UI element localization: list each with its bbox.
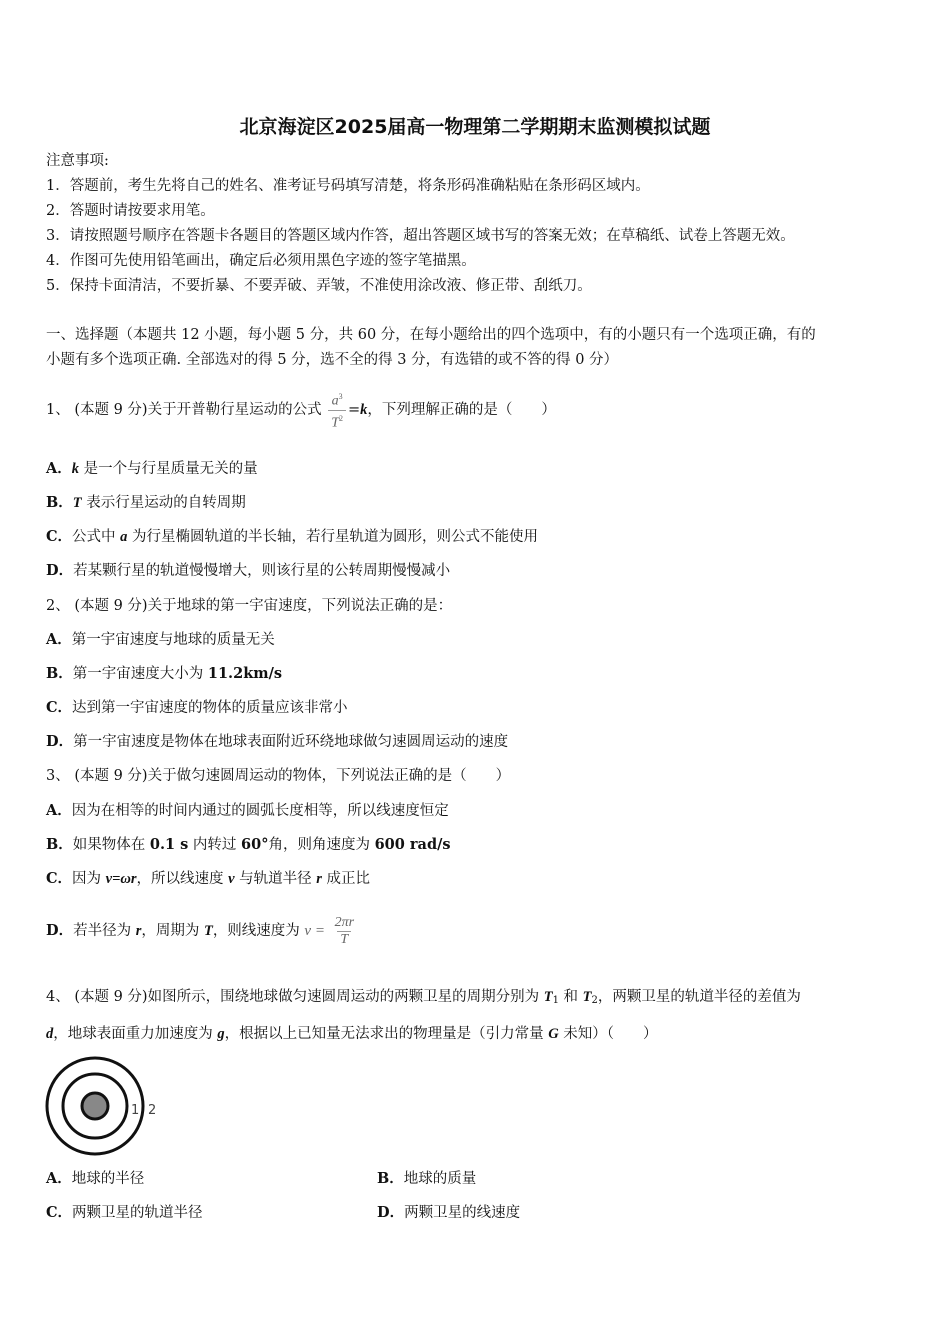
notice-item-2: 2．答题时请按要求用笔。	[46, 203, 215, 219]
orbit-diagram	[40, 1054, 170, 1160]
notice-item-5: 5．保持卡面清洁，不要折暴、不要弄破、弄皱，不准使用涂改液、修正带、刮纸刀。	[46, 278, 592, 294]
q2-stem: 2、 (本题 9 分)关于地球的第一宇宙速度，下列说法正确的是：	[46, 598, 453, 614]
q2-option-a[interactable]: A．第一宇宙速度与地球的质量无关	[46, 631, 275, 648]
q4-option-c[interactable]: C．两颗卫星的轨道半径	[46, 1204, 203, 1221]
notice-heading: 注意事项:	[46, 153, 109, 169]
q4-stem-line2: d，地球表面重力加速度为 g，根据以上已知量无法求出的物理量是（引力常量 G 未知）（ ）	[46, 1026, 658, 1042]
section-instructions-line1: 一、选择题（本题共 12 小题，每小题 5 分，共 60 分，在每小题给出的四个选项中，有的小题只有一个选项正确，有的	[46, 327, 816, 343]
q1-option-a[interactable]: A．k 是一个与行星质量无关的量	[46, 460, 258, 477]
notice-item-1: 1．答题前，考生先将自己的姓名、准考证号码填写清楚，将条形码准确粘贴在条形码区域内。	[46, 178, 650, 194]
q4-option-d[interactable]: D．两颗卫星的线速度	[377, 1204, 521, 1221]
orbit-label-1: 1	[131, 1103, 140, 1118]
notice-item-3: 3．请按照题号顺序在答题卡各题目的答题区域内作答，超出答题区域书写的答案无效；在草稿纸、试卷上答题无效。	[46, 228, 795, 244]
q3-option-d[interactable]: D．若半径为 r，周期为 T，则线速度为 v = $\frac{2\pi r}{T}$	[46, 903, 359, 959]
velocity-formula: $\frac{2\pi r}{T}$	[334, 914, 355, 947]
q1-option-d[interactable]: D．若某颗行星的轨道慢慢增大，则该行星的公转周期慢慢减小	[46, 562, 451, 579]
q3-option-a[interactable]: A．因为在相等的时间内通过的圆弧长度相等，所以线速度恒定	[46, 802, 449, 819]
q3-stem: 3、 (本题 9 分)关于做匀速圆周运动的物体，下列说法正确的是（ ）	[46, 768, 511, 784]
q4-option-b[interactable]: B．地球的质量	[377, 1170, 477, 1187]
page-title: 北京海淀区2025届高一物理第二学期期末监测模拟试题	[239, 116, 711, 138]
q4-option-a[interactable]: A．地球的半径	[46, 1170, 145, 1187]
q1-option-c[interactable]: C．公式中 a 为行星椭圆轨道的半长轴，若行星轨道为圆形，则公式不能使用	[46, 528, 539, 545]
q3-option-b[interactable]: B．如果物体在 0.1 s 内转过 60°角，则角速度为 600 rad/s	[46, 836, 451, 853]
notice-item-4: 4．作图可先使用铅笔画出，确定后必须用黑色字迹的签字笔描黑。	[46, 253, 476, 269]
q2-option-b[interactable]: B．第一宇宙速度大小为 11.2km/s	[46, 665, 283, 682]
kepler-formula: $\frac{a^3}{T^2}$	[328, 389, 346, 431]
orbit-label-2: 2	[148, 1103, 157, 1118]
q2-option-c[interactable]: C．达到第一宇宙速度的物体的质量应该非常小	[46, 699, 348, 716]
q2-option-d[interactable]: D．第一宇宙速度是物体在地球表面附近环绕地球做匀速圆周运动的速度	[46, 733, 509, 750]
q1-stem: 1、 (本题 9 分)关于开普勒行星运动的公式 $\frac{a^3}{T^2}$ =k，下列理解正确的是（ ）	[46, 384, 556, 436]
q3-option-c[interactable]: C．因为 v=ωr，所以线速度 v 与轨道半径 r 成正比	[46, 870, 371, 887]
q1-option-b[interactable]: B．T 表示行星运动的自转周期	[46, 494, 246, 511]
section-instructions-line2: 小题有多个选项正确. 全部选对的得 5 分，选不全的得 3 分，有选错的或不答的得 0 分）	[46, 352, 619, 368]
q4-stem-line1: 4、 (本题 9 分)如图所示，围绕地球做匀速圆周运动的两颗卫星的周期分别为 $T_1$ 和 $T_2$，两颗卫星的轨道半径的差值为	[46, 989, 801, 1006]
earth	[82, 1093, 108, 1119]
